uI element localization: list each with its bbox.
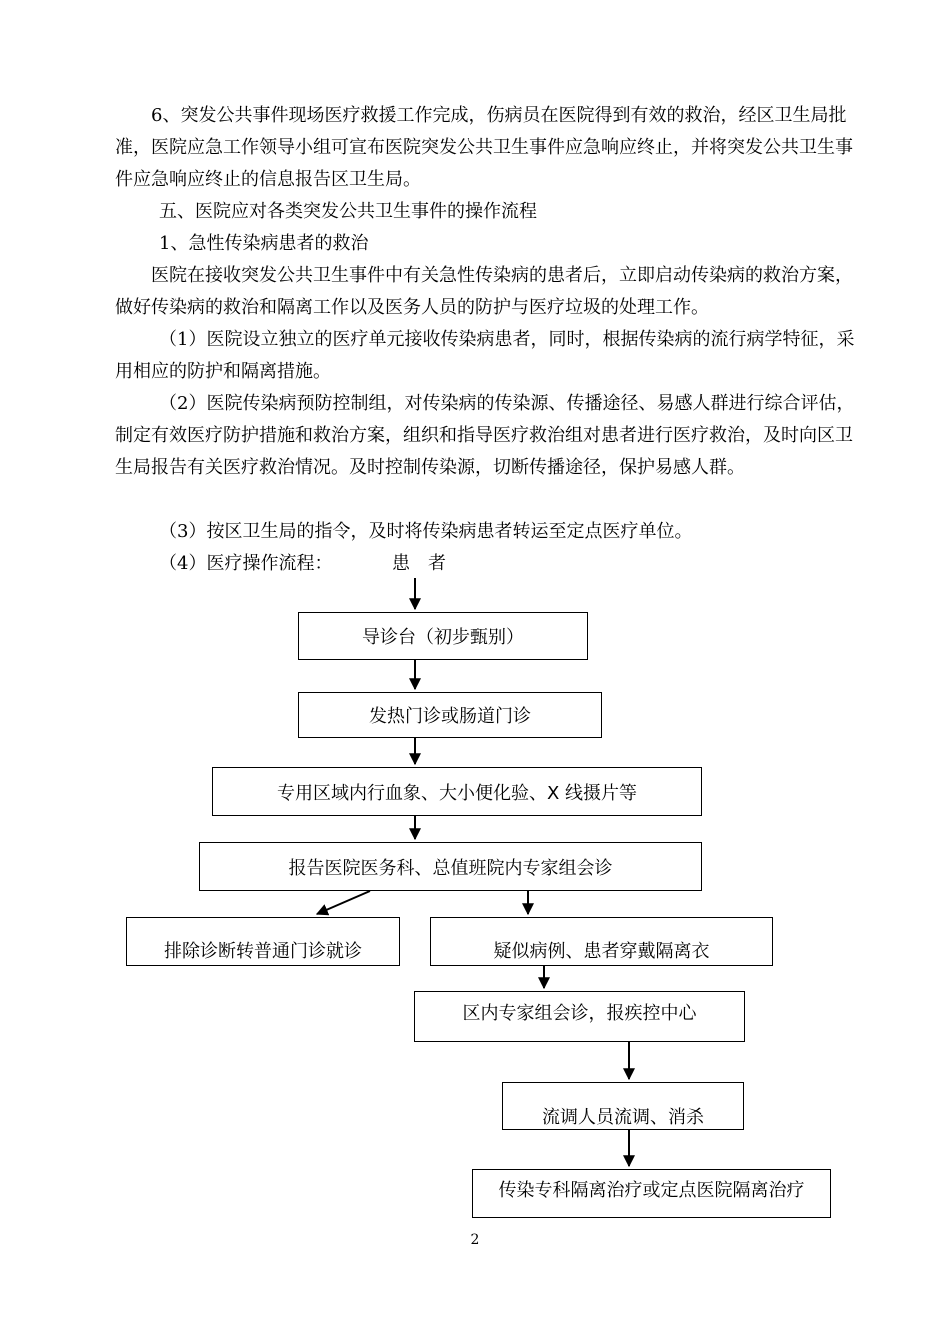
paragraph-item-4: （4）医疗操作流程： [159,553,333,574]
flow-node-label: 导诊台（初步甄别） [362,627,524,648]
flow-node-label: 报告医院医务科、总值班院内专家组会诊 [288,857,613,879]
paragraph-item-2: （2）医院传染病预防控制组，对传染病的传染源、传播途径、易感人群进行综合评估，制定有效医疗防护措施和救治方案，组织和指导医疗救治组对患者进行医疗救治，及时向区卫生局报告有关医疗救治情况。及时控制传染源，切断传播途径，保护易感人群。 [115,393,855,478]
flow-node-epidemiology [502,1082,744,1130]
flow-node-fever-clinic [298,692,602,738]
section-heading-five: 五、医院应对各类突发公共卫生事件的操作流程 [159,201,537,222]
flow-node-label: 专用区域内行血象、大小便化验、X 线摄片等 [276,782,638,804]
flow-node-lab-tests [212,767,702,816]
flow-node-triage-desk [298,612,588,660]
page-number: 2 [470,1232,480,1248]
flow-node-isolation-treatment [472,1169,831,1218]
flow-node-label: 发热门诊或肠道门诊 [369,706,531,727]
flow-node-expert-consult [199,842,702,891]
flow-start-patient: 患 者 [392,553,446,574]
flow-node-label: 疑似病例、患者穿戴隔离衣 [493,940,710,962]
paragraph-intro: 医院在接收突发公共卫生事件中有关急性传染病的患者后，立即启动传染病的救治方案，做好传染病的救治和隔离工作以及医务人员的防护与医疗垃圾的处理工作。 [115,265,853,318]
paragraph-item-1: （1）医院设立独立的医疗单元接收传染病患者，同时，根据传染病的流行病学特征，采用相应的防护和隔离措施。 [115,329,855,382]
flow-node-excluded [126,917,400,966]
paragraph-response-termination: 6、突发公共事件现场医疗救援工作完成，伤病员在医院得到有效的救治，经区卫生局批准，医院应急工作领导小组可宣布医院突发公共卫生事件应急响应终止，并将突发公共卫生事件应急响应终止的信息报告区卫生局。 [115,105,853,190]
flow-node-label: 排除诊断转普通门诊就诊 [164,940,362,962]
flow-node-label: 区内专家组会诊，报疾控中心 [462,1002,697,1024]
subheading-infectious-disease: 1、急性传染病患者的救治 [159,233,369,254]
flow-node-label: 传染专科隔离治疗或定点医院隔离治疗 [498,1179,805,1201]
flow-node-label: 流调人员流调、消杀 [542,1107,704,1128]
flow-node-district-consult [414,991,745,1042]
paragraph-item-3: （3）按区卫生局的指令，及时将传染病患者转运至定点医疗单位。 [159,521,693,542]
flow-node-suspected [430,917,773,966]
arrow-n4-to-n5 [317,891,370,914]
